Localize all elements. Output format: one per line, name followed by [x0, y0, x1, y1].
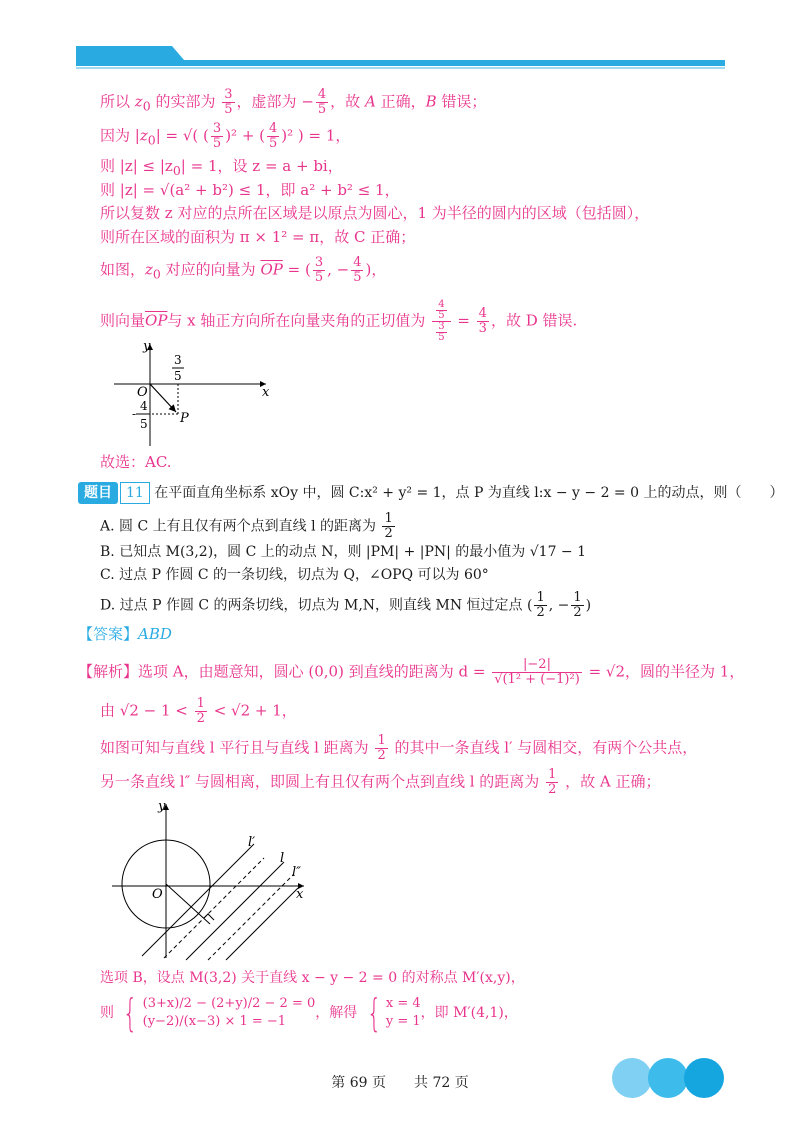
- answer-label: 【答案】: [78, 625, 139, 643]
- solution-line-6: 则所在区域的面积为 π × 1² = π，故 C 正确；: [100, 228, 416, 246]
- tick-5b: 5: [140, 417, 148, 431]
- y-label: y: [143, 339, 151, 354]
- option-d: D. 过点 P 作圆 C 的两条切线，切点为 M,N，则直线 MN 恒过定点 ( $\frac{1}{2}$ , − $\frac{1}{2}$ ): [100, 590, 592, 620]
- analysis-label: 【解析】: [78, 662, 139, 681]
- header-banner: [0, 0, 800, 80]
- origin-label: O: [137, 385, 148, 400]
- tick-minus: -: [132, 407, 137, 421]
- solution-system: { x = 4 y = 1: [366, 991, 421, 1035]
- vector-op: [150, 384, 176, 412]
- solution-line-4: 则 |z| = √(a² + b²) ≤ 1，即 a² + b² ≤ 1，: [100, 181, 400, 199]
- tick-3: 3: [174, 353, 182, 367]
- line-dashed-2: [208, 874, 294, 960]
- question-badge: 题目: [78, 482, 118, 504]
- page-footer: 第 69 页 共 72 页: [331, 1075, 469, 1091]
- solution-line-7: 如图，$z_0$ 对应的向量为 $\overline{OP}$ = ( $\frac{3}{5}$ , − $\frac{4}{5}$ )，: [100, 255, 387, 285]
- y-label-2: y: [158, 799, 166, 814]
- footer-circles: [612, 1056, 732, 1100]
- l-label: l: [280, 851, 285, 866]
- figure-circle-lines: [108, 796, 318, 964]
- l-prime-label: l′: [248, 835, 256, 850]
- analysis-line-1: 【解析】选项 A，由题意知，圆心 (0,0) 到直线的距离为 d = $\frac{|-2|}{\text{√(1² + (−1)²)}}$ = √2，圆的半径为 1，: [78, 657, 745, 687]
- analysis-line-3: 如图可知与直线 l 平行且与直线 l 距离为 $\frac{1}{2}$ 的其中一条直线 l′ 与圆相交，有两个公共点，: [100, 733, 698, 763]
- solution-line-2: 因为 $|z_0|$ = √( ( $\frac{3}{5}$ )² + ( $\frac{4}{5}$ )² ) = 1，: [100, 121, 351, 151]
- analysis-line-2: 由 √2 − 1 < $\frac{1}{2}$ < √2 + 1，: [100, 696, 297, 726]
- header-rule: [76, 67, 725, 69]
- line-dashed-1: [164, 858, 264, 958]
- origin-label-2: O: [152, 887, 163, 902]
- header-band: [76, 46, 725, 66]
- question-stem: 题目 11 在平面直角坐标系 xOy 中，圆 C:x² + y² = 1，点 P 为直线 l:x − y − 2 = 0 上的动点，则（ ）: [78, 482, 783, 504]
- analysis-line-4: 另一条直线 l″ 与圆相离，即圆上有且仅有两个点到直线 l 的距离为 $\frac{1}{2}$ ，故 A 正确；: [100, 767, 661, 797]
- x-label: x: [262, 385, 270, 400]
- circle-2: [648, 1058, 688, 1098]
- tick-4: 4: [140, 399, 148, 413]
- solution-line-1: 所以 $z_0$ 的实部为 $\frac{3}{5}$ ，虚部为 − $\frac{4}{5}$ ，故 A 正确，B 错误；: [100, 87, 487, 117]
- p-label: P: [180, 411, 189, 426]
- analysis-line-6: 则 { (3+x)/2 − (2+y)/2 − 2 = 0 (y−2)/(x−3) × 1 = −1 ，解得 { x = 4 y = 1 ，即 M′(4,1)，: [100, 991, 518, 1035]
- solution-line-8: 则向量$\overline{OP}$与 x 轴正方向所在向量夹角的正切值为 $\frac{\frac{4}{5}}{\frac{3}{5}}$ = $\frac{4}{3}$ ，故 D 错误.: [100, 299, 578, 343]
- solution-line-5: 所以复数 z 对应的点所在区域是以原点为圆心，1 为半径的圆内的区域（包括圆），: [100, 204, 650, 222]
- line-l-double-prime: [226, 888, 298, 960]
- circle-1: [612, 1058, 652, 1098]
- option-c: C. 过点 P 作圆 C 的一条切线，切点为 Q，∠OPQ 可以为 60°: [100, 567, 489, 583]
- figure-vector-op: [110, 338, 280, 448]
- x-label-2: x: [296, 887, 304, 902]
- tick-5: 5: [174, 369, 182, 383]
- option-a: A. 圆 C 上有且仅有两个点到直线 l 的距离为 $\frac{1}{2}$: [100, 511, 393, 541]
- answer-line: [78, 624, 172, 644]
- solution-line-3: 则 $|z| \le |z_0| = 1$，设 z = a + bi，: [100, 157, 343, 178]
- circle-3: [684, 1058, 724, 1098]
- answer-value: ABD: [138, 625, 172, 643]
- analysis-line-5: 选项 B，设点 M(3,2) 关于直线 x − y − 2 = 0 的对称点 M′(x,y)，: [100, 970, 525, 986]
- choose-answer-line: 故选：AC.: [100, 453, 172, 471]
- equation-system: { (3+x)/2 − (2+y)/2 − 2 = 0 (y−2)/(x−3) × 1 = −1: [123, 991, 316, 1035]
- l-double-prime-label: l″: [292, 865, 302, 880]
- question-number: 11: [120, 482, 150, 504]
- option-b: B. 已知点 M(3,2)，圆 C 上的动点 N，则 |PM| + |PN| 的最小值为 √17 − 1: [100, 544, 587, 560]
